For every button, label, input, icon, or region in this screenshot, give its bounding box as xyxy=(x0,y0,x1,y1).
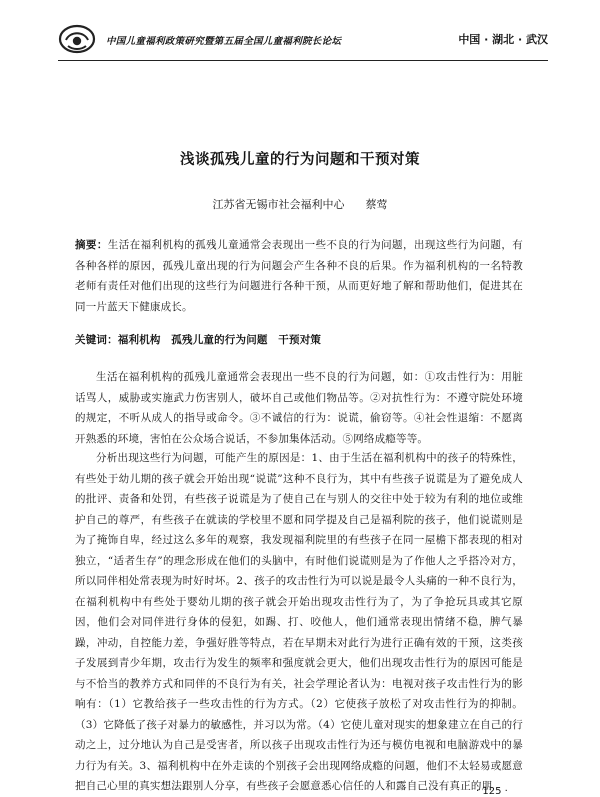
abstract-text: 生活在福利机构的孤残儿童通常会表现出一些不良的行为问题，出现这些行为问题，有各种各样的原因，孤残儿童出现的行为问题会产生各种不良的后果。作为福利机构的一名特教老师有责任对他们出现的这些行为问题进行各种干预，从而更好地了解和帮助他们，促进其在同一片蓝天下健康成长。 xyxy=(75,239,523,313)
page-number: · 125 · xyxy=(476,786,508,797)
body-paragraph-1: 生活在福利机构的孤残儿童通常会表现出一些不良的行为问题，如：①攻击性行为：用脏话骂人，威胁或实施武力伤害别人，破坏自己或他们物品等。②对抗性行为：不遵守院处环境的规定，不听从成人的指导或命令。③不诚信的行为：说谎，偷窃等。④社会性退缩：不愿离开熟悉的环境，害怕在公众场合说话，不参加集体活动。⑤网络成瘾等等。 xyxy=(75,371,523,445)
circular-emblem-icon xyxy=(58,24,96,54)
keywords-label: 关键词： xyxy=(75,334,118,346)
article-title: 浅谈孤残儿童的行为问题和干预对策 xyxy=(180,151,420,168)
author-name: 蔡莺 xyxy=(365,198,388,211)
affiliation: 江苏省无锡市社会福利中心 xyxy=(212,198,345,211)
running-title: 中国儿童福利政策研究暨第五届全国儿童福利院长论坛 xyxy=(106,36,342,47)
abstract xyxy=(75,235,523,317)
keywords-text: 福利机构 孤残儿童的行为问题 干预对策 xyxy=(117,334,322,346)
body-paragraph-2: 分析出现这些行为问题，可能产生的原因是：1、由于生活在福利机构中的孩子的特殊性，有些处于幼儿期的孩子就会开始出现“说谎”这种不良行为，其中有些孩子说谎是为了避免成人的批评、责备和处罚，有些孩子说谎是为了使自己在与别人的交往中处于较为有利的地位或维护自己的尊严，有些孩子在就读的学校里不愿和同学提及自己是福利院的孩子，他们说谎则是为了掩饰自卑，经过这么多年的观察，我发现福利院里的有些孩子在同一屋檐下都表现的相对独立，“适者生存”的理念形成在他们的头脑中，有时他们说谎则是为了作他人之乎搭冷对方，所以同伴相处常表现为时好时坏。2、孩子的攻击性行为可以说是最令人头痛的一种不良行为，在福利机构中有些处于婴幼儿期的孩子就会开始出现攻击性行为了，为了争抢玩具或其它原因，他们会对同伴进行身体的侵犯，如踢、打、咬他人，他们通常表现出情绪不稳，脾气暴躁，冲动，自控能力差，争强好胜等特点，若在早期未对此行为进行正确有效的干预，这类孩子发展到青少年期，攻击行为发生的频率和强度就会更大，他们出现攻击性行为的原因可能是与不恰当的教养方式和同伴的不良行为有关，社会学理论者认为：电视对孩子攻击性行为的影响有：（1）它教给孩子一些攻击性的行为方式。（2）它使孩子放松了对攻击性行为的抑制。（3）它降低了孩子对暴力的敏感性，并习以为常。（4）它使儿童对现实的想象建立在自己的行动之上，过分地认为自己是受害者，所以孩子出现攻击性行为还与模仿电视和电脑游戏中的暴力行为有关。3、福利机构中在外走读的个别孩子会出现网络成瘾的问题，他们不太轻易或愿意把自己心里的真实想法跟别人分享，有些孩子会愿意悉心信任的人和露自己没有真正的朋 xyxy=(75,452,523,792)
conference-location: 中国 · 湖北 · 武汉 xyxy=(458,33,548,46)
abstract-label: 摘要： xyxy=(75,239,108,251)
author-line xyxy=(0,196,600,212)
keywords xyxy=(75,330,523,351)
page-header xyxy=(58,20,548,61)
